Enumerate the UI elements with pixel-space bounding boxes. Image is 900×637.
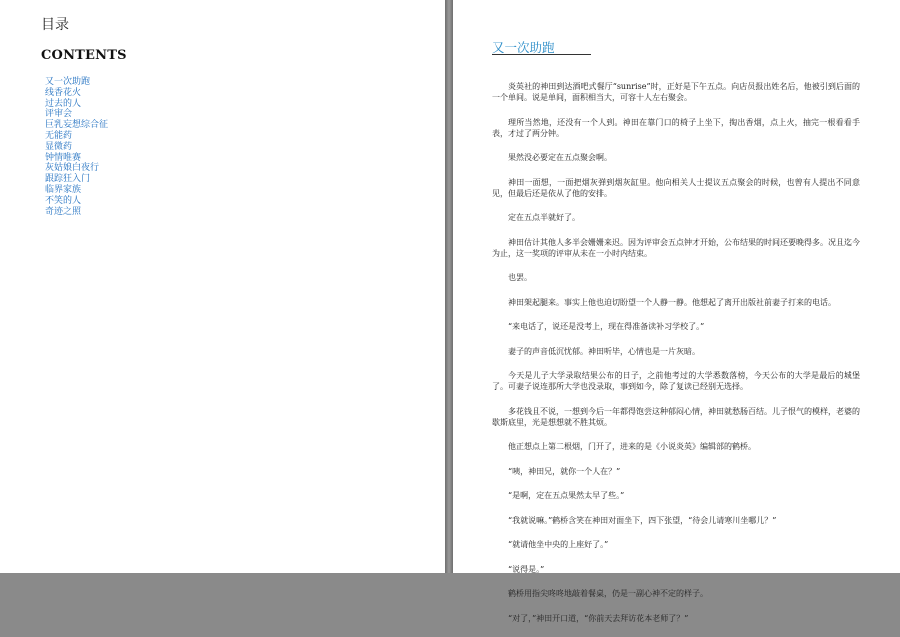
paragraph: 神田架起腿来。事实上他也迫切盼望一个人静一静。他想起了离开出版社前妻子打来的电话。 xyxy=(508,297,836,307)
left-page xyxy=(0,0,445,573)
toc-link[interactable]: 钟情唯赛 xyxy=(45,152,82,163)
chapter-title-underline xyxy=(492,54,591,55)
paragraph: 多花钱且不说，一想到今后一年都得饱尝这种郁闷心情，神田就愁肠百结。儿子恨气的模样，老婆的歇斯底里，光是想想就不胜其烦。 xyxy=(492,406,860,427)
paragraph: “来电话了，说还是没考上，现在得准备读补习学校了。” xyxy=(508,322,705,331)
toc-contents-label: CONTENTS xyxy=(41,48,127,63)
paragraph: 理所当然地，还没有一个人到。神田在靠门口的椅子上坐下，掏出香烟，点上火，抽完一根看看手表，才过了两分钟。 xyxy=(492,117,860,138)
paragraph: 妻子的声音低沉忧郁。神田听毕，心情也是一片灰暗。 xyxy=(508,346,700,356)
toc-link[interactable]: 奇迹之照 xyxy=(45,206,82,217)
paragraph: 他正想点上第二根烟，门开了，进来的是《小说炎英》编辑部的鹤桥。 xyxy=(508,442,756,451)
toc-link[interactable]: 无能药 xyxy=(45,130,73,141)
paragraph: “我就说嘛。”鹤桥含笑在神田对面坐下，四下张望，“待会儿请寒川坐哪儿？” xyxy=(508,515,777,525)
page-gutter xyxy=(445,0,453,573)
paragraph: “就请他坐中央的上座好了。” xyxy=(508,540,609,549)
toc-link[interactable]: 过去的人 xyxy=(45,98,82,109)
toc-link[interactable]: 又一次助跑 xyxy=(45,77,91,87)
paragraph: “说得是。” xyxy=(508,564,545,574)
toc-link[interactable]: 不笑的人 xyxy=(45,195,82,206)
paragraph: 鹤桥用指尖咚咚地敲着餐桌，仍是一副心神不定的样子。 xyxy=(508,589,708,598)
paragraph: 神田估计其他人多半会姗姗来迟。因为评审会五点钟才开始，公布结果的时间还要晚得多。况且迄今为止，这一奖项的评审从未在一小时内结束。 xyxy=(492,237,860,258)
toc-heading: 目录 xyxy=(41,17,69,33)
toc-link[interactable]: 评审会 xyxy=(45,109,73,120)
paragraph: 炎英社的神田到达酒吧式餐厅“sunrise”时，正好是下午五点。向店员报出姓名后，他被引到后面的一个单间。说是单间，面积相当大，可容十人左右聚会。 xyxy=(492,82,860,102)
toc-link[interactable]: 灰姑娘白夜行 xyxy=(45,163,100,174)
toc-link[interactable]: 显微药 xyxy=(45,141,73,152)
paragraph: 定在五点半就好了。 xyxy=(508,213,580,222)
paragraph: “咦，神田兄，就你一个人在？” xyxy=(508,466,621,476)
chapter-body xyxy=(492,81,860,637)
paragraph: 果然没必要定在五点聚会啊。 xyxy=(508,153,612,162)
paragraph: “是啊，定在五点果然太早了些。” xyxy=(508,491,625,500)
paragraph: 神田一面想，一面把烟灰弹到烟灰缸里。他向相关人士提议五点聚会的时候，也曾有人提出不同意见，但最后还是依从了他的安排。 xyxy=(492,177,860,198)
paragraph: “对了，”神田开口道，“你前天去拜访花本老师了？” xyxy=(508,613,689,623)
chapter-title: 又一次助跑 xyxy=(492,40,555,55)
toc-list xyxy=(45,77,108,217)
paragraph: 今天是儿子大学录取结果公布的日子，之前他考过的大学悉数落榜，今天公布的大学是最后的城堡了。可妻子说连那所大学也没录取，事到如今，除了复读已经别无选择。 xyxy=(492,371,860,391)
toc-link[interactable]: 跟踪狂入门 xyxy=(45,174,91,185)
toc-link[interactable]: 巨乳妄想综合征 xyxy=(45,120,109,131)
paragraph: 也罢。 xyxy=(508,273,532,282)
toc-link[interactable]: 临界家族 xyxy=(45,184,82,195)
toc-link[interactable]: 线香花火 xyxy=(45,87,82,98)
